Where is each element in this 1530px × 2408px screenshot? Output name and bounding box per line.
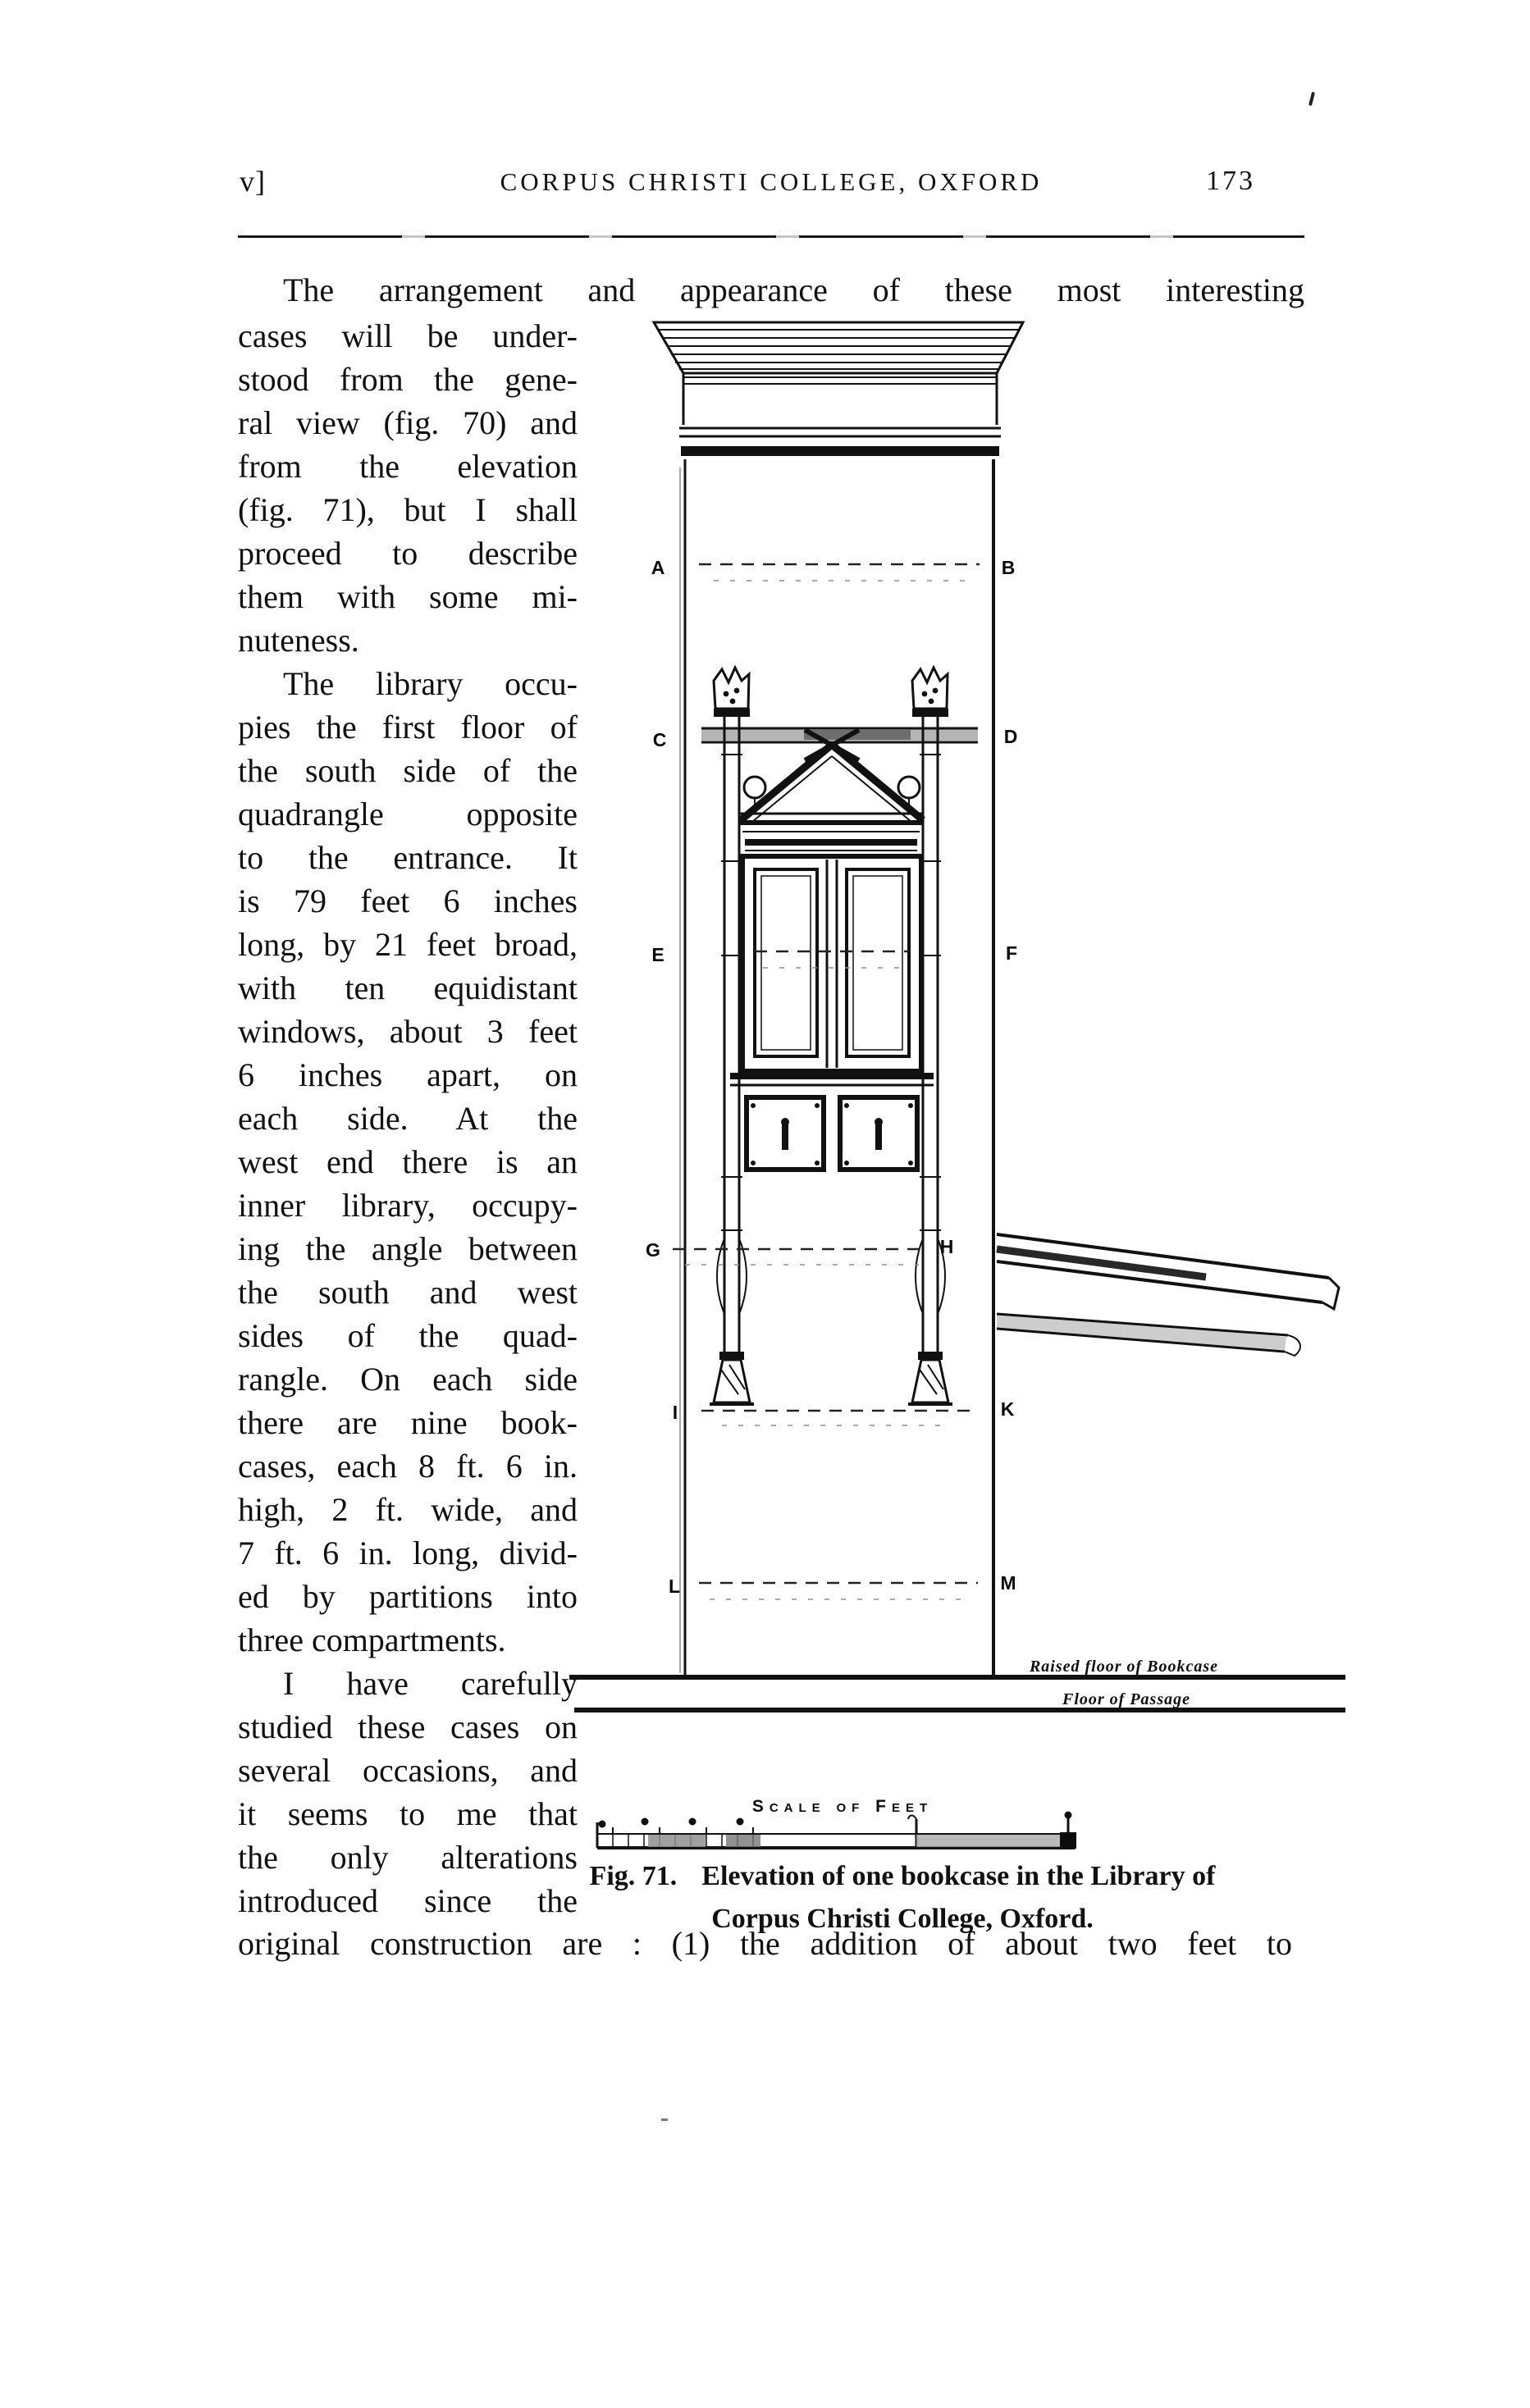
text-line: sides of the quad- [238,1317,578,1354]
page-number: 173 [1206,166,1255,196]
caption-text-line2: Corpus Christi College, Oxford. [711,1904,1094,1934]
text-line: proceed to describe [238,535,578,572]
shelf-line-gh [673,1249,927,1265]
text-line: the only alterations [238,1839,578,1876]
signature-mark: v] [240,165,266,198]
keyhole-panels [747,1097,917,1170]
figure-label-l: L [668,1576,681,1597]
figure-label-k: K [1000,1398,1015,1420]
text-line: each side. At the [238,1100,578,1137]
paragraph-first-line: The arrangement and appearance of these most interesting [283,271,1304,308]
text-line: I have carefully [283,1665,578,1702]
text-line: three compartments. [238,1621,506,1658]
figure-caption [558,1858,1247,1937]
figure-71-elevation [558,295,1395,1862]
text-line: the south and west [238,1274,578,1311]
text-line: cases, each 8 ft. 6 in. [238,1448,578,1484]
text-line: high, 2 ft. wide, and [238,1491,578,1528]
text-line: The library occu- [283,665,578,702]
pediment [739,730,923,851]
figure-label-a: A [651,557,665,578]
header-rule [238,235,1304,238]
text-line: cases will be under- [238,317,578,354]
passage-floor-label: Floor of Passage [1062,1690,1190,1708]
text-line: windows, about 3 feet [238,1013,578,1050]
window-panels [742,856,921,1071]
paragraph-closing-line: original construction are : (1) the addition of about two feet to [238,1925,1292,1962]
text-line: ed by partitions into [238,1578,578,1615]
text-line: introduced since the [238,1882,578,1919]
shelf-line-ik [701,1411,978,1425]
text-line: nuteness. [238,622,359,659]
shelf-line-lm [699,1583,978,1599]
text-line: them with some mi- [238,578,578,615]
text-line: several occasions, and [238,1752,578,1789]
figure-number: Fig. 71. [589,1861,678,1891]
text-line: there are nine book- [238,1404,578,1441]
scale-bar [597,1812,1076,1849]
text-line: pies the first floor of [238,709,578,746]
text-line: long, by 21 feet broad, [238,926,578,963]
figure-label-c: C [652,729,667,750]
scale-of-feet-label: Scale of Feet [751,1797,934,1816]
left-column [238,314,578,1922]
text-line: rangle. On each side [238,1361,578,1398]
text-line: west end there is an [238,1143,578,1180]
figure-label-b: B [1001,557,1016,578]
figure-label-g: G [646,1239,660,1261]
figure-label-e: E [651,944,665,965]
text-line: ral view (fig. 70) and [238,404,578,441]
text-line: quadrangle opposite [238,796,578,832]
text-line: inner library, occupy- [238,1187,578,1224]
text-line: the south side of the [238,752,578,789]
text-line: (fig. 71), but I shall [238,491,578,528]
text-line: to the entrance. It [238,839,578,876]
text-line: it seems to me that [238,1795,578,1832]
figure-label-h: H [939,1236,954,1257]
shelf-line-ef [755,951,909,968]
text-line: from the elevation [238,448,578,485]
shelf-line-ab [699,564,980,581]
text-line: 7 ft. 6 in. long, divid- [238,1535,578,1571]
cornice [654,322,1023,451]
text-line: stood from the gene- [238,361,578,398]
text-line: studied these cases on [238,1708,578,1745]
ink-stray-mark [1308,92,1315,106]
running-header-title: CORPUS CHRISTI COLLEGE, OXFORD [500,167,1043,196]
reading-desk [997,1234,1339,1356]
text-line: 6 inches apart, on [238,1056,578,1093]
caption-text-line1: Elevation of one bookcase in the Library of [701,1861,1216,1891]
text-line: with ten equidistant [238,969,578,1006]
figure-label-f: F [1005,942,1018,964]
figure-label-d: D [1003,726,1018,747]
figure-label-i: I [672,1402,678,1423]
figure-label-m: M [1000,1572,1016,1594]
raised-floor-label: Raised floor of Bookcase [1029,1658,1219,1676]
text-line: ing the angle between [238,1230,578,1267]
ink-speck [661,2118,668,2121]
text-line: is 79 feet 6 inches [238,882,578,919]
